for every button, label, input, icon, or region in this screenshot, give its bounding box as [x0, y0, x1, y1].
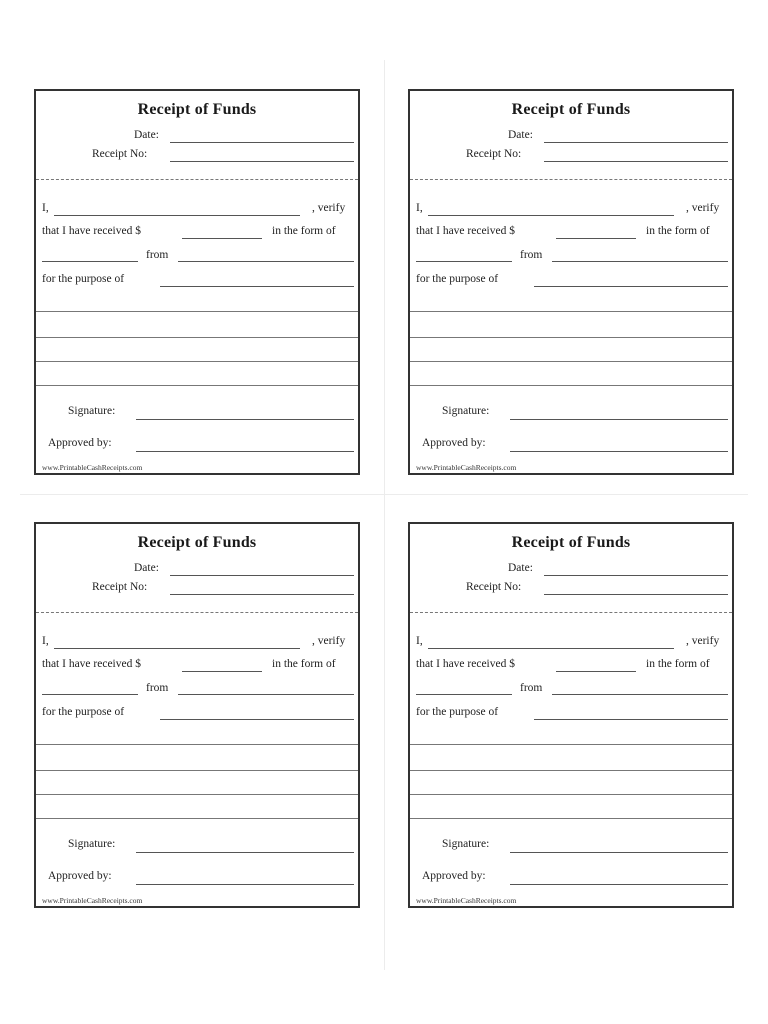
received-label: that I have received $ [42, 225, 141, 237]
purpose-line[interactable] [36, 311, 358, 312]
receipt-card-1 [34, 89, 360, 475]
receipt-title: Receipt of Funds [137, 101, 257, 118]
payment-form-field[interactable] [42, 694, 138, 695]
purpose-line[interactable] [410, 311, 732, 312]
receipt-title: Receipt of Funds [511, 101, 631, 118]
verify-label: , verify [312, 635, 346, 647]
receipt-no-label: Receipt No: [92, 148, 148, 160]
from-label: from [146, 249, 169, 261]
signature-label: Signature: [68, 838, 116, 850]
received-label: that I have received $ [416, 225, 515, 237]
receipt-footer-url: www.PrintableCashReceipts.com [42, 896, 143, 905]
date-label: Date: [134, 562, 159, 574]
verify-label: , verify [686, 202, 720, 214]
receipt-card-3 [34, 522, 360, 908]
received-label: that I have received $ [416, 658, 515, 670]
receipt-no-label: Receipt No: [92, 581, 148, 593]
receipt-card-4 [408, 522, 734, 908]
approved-label: Approved by: [48, 870, 112, 882]
approved-field[interactable] [510, 451, 728, 452]
amount-field[interactable] [182, 238, 262, 239]
date-label: Date: [508, 562, 533, 574]
name-field[interactable] [428, 648, 674, 649]
receipt-footer-url: www.PrintableCashReceipts.com [416, 463, 517, 472]
purpose-field[interactable] [534, 719, 728, 720]
purpose-line[interactable] [36, 818, 358, 819]
name-field[interactable] [428, 215, 674, 216]
signature-label: Signature: [68, 405, 116, 417]
date-label: Date: [134, 129, 159, 141]
purpose-line[interactable] [410, 818, 732, 819]
signature-field[interactable] [136, 852, 354, 853]
signature-field[interactable] [136, 419, 354, 420]
receipt-footer-url: www.PrintableCashReceipts.com [416, 896, 517, 905]
signature-label: Signature: [442, 838, 490, 850]
date-field[interactable] [170, 575, 354, 576]
date-label: Date: [508, 129, 533, 141]
signature-label: Signature: [442, 405, 490, 417]
from-field[interactable] [552, 261, 728, 262]
from-label: from [520, 682, 543, 694]
form-of-label: in the form of [272, 225, 336, 237]
receipt-title: Receipt of Funds [137, 534, 257, 551]
receipt-no-field[interactable] [544, 594, 728, 595]
from-label: from [520, 249, 543, 261]
approved-label: Approved by: [48, 437, 112, 449]
from-label: from [146, 682, 169, 694]
vertical-cut-line [384, 60, 385, 970]
received-label: that I have received $ [42, 658, 141, 670]
payment-form-field[interactable] [42, 261, 138, 262]
date-field[interactable] [544, 575, 728, 576]
purpose-line[interactable] [36, 744, 358, 745]
date-field[interactable] [170, 142, 354, 143]
receipt-no-field[interactable] [544, 161, 728, 162]
i-label: I, [42, 635, 49, 647]
verify-label: , verify [686, 635, 720, 647]
purpose-field[interactable] [534, 286, 728, 287]
form-of-label: in the form of [272, 658, 336, 670]
amount-field[interactable] [556, 671, 636, 672]
dashed-divider [410, 179, 732, 180]
purpose-label: for the purpose of [416, 273, 499, 285]
name-field[interactable] [54, 648, 300, 649]
approved-field[interactable] [136, 884, 354, 885]
purpose-line[interactable] [410, 361, 732, 362]
receipt-card-2 [408, 89, 734, 475]
purpose-field[interactable] [160, 719, 354, 720]
purpose-field[interactable] [160, 286, 354, 287]
purpose-line[interactable] [36, 361, 358, 362]
dashed-divider [410, 612, 732, 613]
verify-label: , verify [312, 202, 346, 214]
purpose-label: for the purpose of [42, 273, 125, 285]
signature-field[interactable] [510, 419, 728, 420]
approved-field[interactable] [510, 884, 728, 885]
receipt-footer-url: www.PrintableCashReceipts.com [42, 463, 143, 472]
from-field[interactable] [178, 261, 354, 262]
payment-form-field[interactable] [416, 261, 512, 262]
dashed-divider [36, 612, 358, 613]
amount-field[interactable] [556, 238, 636, 239]
from-field[interactable] [552, 694, 728, 695]
dashed-divider [36, 179, 358, 180]
form-of-label: in the form of [646, 225, 710, 237]
receipt-title: Receipt of Funds [511, 534, 631, 551]
purpose-line[interactable] [36, 337, 358, 338]
amount-field[interactable] [182, 671, 262, 672]
purpose-line[interactable] [36, 770, 358, 771]
purpose-line[interactable] [36, 794, 358, 795]
purpose-line[interactable] [410, 770, 732, 771]
i-label: I, [416, 202, 423, 214]
i-label: I, [42, 202, 49, 214]
form-of-label: in the form of [646, 658, 710, 670]
receipt-no-label: Receipt No: [466, 581, 522, 593]
i-label: I, [416, 635, 423, 647]
date-field[interactable] [544, 142, 728, 143]
name-field[interactable] [54, 215, 300, 216]
purpose-line[interactable] [410, 744, 732, 745]
purpose-line[interactable] [410, 794, 732, 795]
horizontal-cut-line [20, 494, 748, 495]
signature-field[interactable] [510, 852, 728, 853]
purpose-line[interactable] [410, 337, 732, 338]
approved-label: Approved by: [422, 437, 486, 449]
purpose-line[interactable] [36, 385, 358, 386]
approved-label: Approved by: [422, 870, 486, 882]
from-field[interactable] [178, 694, 354, 695]
payment-form-field[interactable] [416, 694, 512, 695]
receipt-no-field[interactable] [170, 161, 354, 162]
purpose-label: for the purpose of [416, 706, 499, 718]
approved-field[interactable] [136, 451, 354, 452]
purpose-line[interactable] [410, 385, 732, 386]
receipt-no-label: Receipt No: [466, 148, 522, 160]
receipt-no-field[interactable] [170, 594, 354, 595]
purpose-label: for the purpose of [42, 706, 125, 718]
